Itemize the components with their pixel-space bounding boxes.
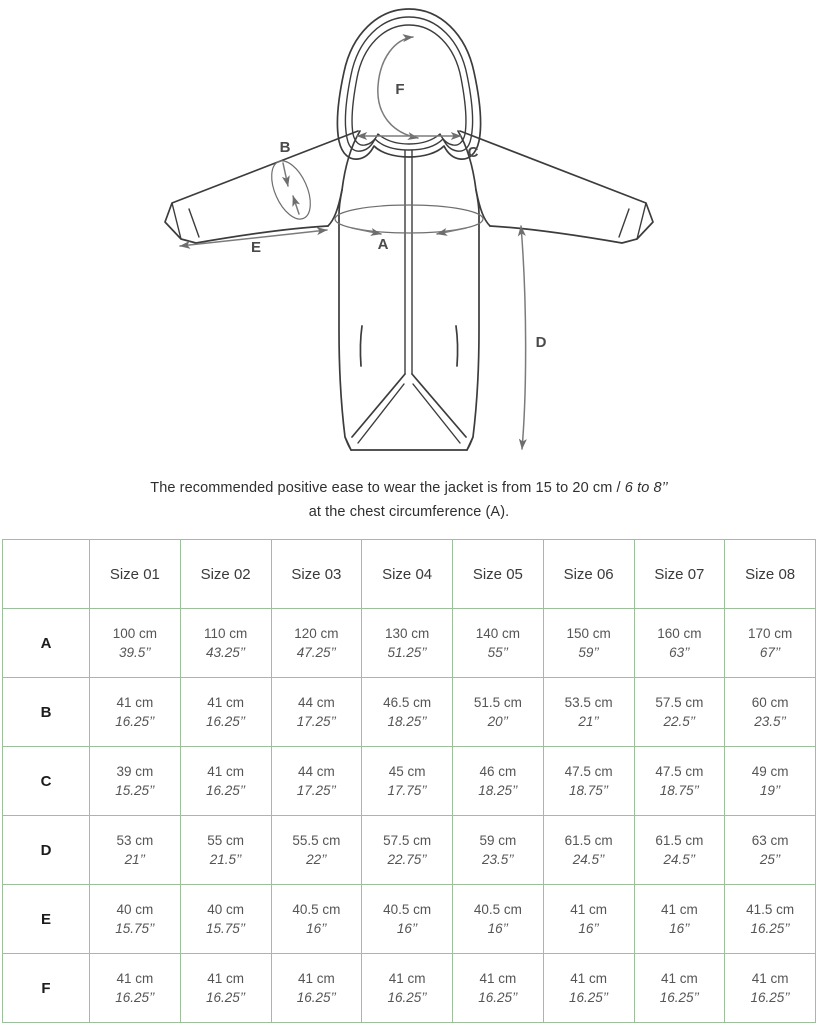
value-cm: 44 cm	[297, 695, 335, 710]
cell-c-size-06	[543, 747, 634, 816]
caption-line-1-italic: 6 to 8’’	[624, 480, 668, 496]
value-inch: 55’’	[487, 645, 509, 660]
value-inch: 16.25’’	[659, 990, 700, 1005]
value-cm: 45 cm	[388, 764, 426, 779]
value-inch: 24.5’’	[663, 852, 696, 867]
cell-b-size-05	[453, 678, 544, 747]
value-cm: 120 cm	[294, 626, 339, 641]
dim-label-c: C	[467, 144, 479, 161]
upper-arm-circumference-ellipse	[264, 155, 318, 225]
cell-c-size-07	[634, 747, 725, 816]
cell-b-size-04	[362, 678, 453, 747]
cell-c-size-05	[453, 747, 544, 816]
cell-e-size-05	[453, 885, 544, 954]
row-label-f: F	[3, 954, 90, 1023]
value-inch: 18.25’’	[387, 714, 427, 729]
value-cm: 46 cm	[479, 764, 517, 779]
value-cm: 40 cm	[116, 902, 154, 917]
value-cm: 41 cm	[388, 971, 426, 986]
row-label-b: B	[3, 678, 90, 747]
cell-c-size-04	[362, 747, 453, 816]
left-sleeve-outline	[165, 131, 358, 243]
value-inch: 24.5’’	[572, 852, 605, 867]
body-right-side-outline	[458, 131, 479, 450]
value-inch: 22.5’’	[663, 714, 696, 729]
value-cm: 41 cm	[570, 902, 607, 917]
value-inch: 18.75’’	[568, 783, 609, 798]
dim-label-a: A	[377, 236, 389, 253]
value-cm: 130 cm	[384, 626, 430, 641]
value-inch: 16.25’’	[750, 990, 790, 1005]
cell-c-size-08	[725, 747, 816, 816]
cell-e-size-06	[543, 885, 634, 954]
column-header-size-07: Size 07	[634, 540, 725, 609]
row-label-a: A	[3, 609, 90, 678]
value-inch: 16.25’’	[387, 990, 427, 1005]
cell-e-size-08	[725, 885, 816, 954]
front-vent-left-seam	[352, 374, 405, 437]
value-inch: 59’’	[578, 645, 599, 660]
column-header-size-06: Size 06	[543, 540, 634, 609]
value-cm: 40.5 cm	[292, 902, 341, 917]
dim-label-f: F	[395, 81, 405, 98]
cell-f-size-08	[725, 954, 816, 1023]
value-cm: 41 cm	[116, 695, 154, 710]
value-cm: 41 cm	[207, 764, 244, 779]
cell-e-size-07	[634, 885, 725, 954]
chest-measure-arrow-left	[352, 228, 381, 234]
column-header-size-03: Size 03	[271, 540, 362, 609]
cell-d-size-08	[725, 816, 816, 885]
hem-left-curve	[345, 437, 351, 450]
chest-measure-arrow-right	[437, 228, 466, 234]
value-inch: 16.25’’	[115, 990, 155, 1005]
dim-label-d: D	[535, 334, 547, 351]
cell-e-size-02	[180, 885, 271, 954]
value-cm: 40.5 cm	[473, 902, 522, 917]
value-inch: 22’’	[306, 852, 327, 867]
row-label-c: C	[3, 747, 90, 816]
value-cm: 41 cm	[479, 971, 517, 986]
cell-d-size-01	[90, 816, 181, 885]
front-vent-left-inner	[358, 384, 404, 443]
value-cm: 59 cm	[479, 833, 517, 848]
value-inch: 17.25’’	[296, 714, 337, 729]
value-inch: 19’’	[759, 783, 781, 798]
cell-a-size-04	[362, 609, 453, 678]
value-inch: 39.5’’	[118, 645, 151, 660]
table-header-row	[3, 540, 816, 609]
value-inch: 23.5’’	[481, 852, 514, 867]
cell-b-size-01	[90, 678, 181, 747]
value-inch: 18.75’’	[659, 783, 700, 798]
column-header-size-05: Size 05	[453, 540, 544, 609]
value-inch: 16.25’’	[478, 990, 518, 1005]
value-cm: 49 cm	[751, 764, 789, 779]
dim-label-b: B	[279, 139, 291, 156]
cell-d-size-02	[180, 816, 271, 885]
value-cm: 160 cm	[657, 626, 702, 641]
jacket-measurement-diagram	[0, 0, 818, 470]
value-inch: 17.75’’	[387, 783, 427, 798]
cell-c-size-01	[90, 747, 181, 816]
column-header-size-08: Size 08	[725, 540, 816, 609]
cell-c-size-02	[180, 747, 271, 816]
value-inch: 16.25’’	[568, 990, 609, 1005]
right-cuff-line	[619, 209, 629, 237]
left-cuff-line	[189, 209, 199, 237]
value-cm: 44 cm	[297, 764, 335, 779]
value-cm: 55.5 cm	[292, 833, 341, 848]
cell-f-size-01	[90, 954, 181, 1023]
cell-b-size-07	[634, 678, 725, 747]
cell-e-size-01	[90, 885, 181, 954]
value-cm: 61.5 cm	[655, 833, 704, 848]
value-cm: 41 cm	[751, 971, 789, 986]
table-row	[3, 816, 816, 885]
value-cm: 41 cm	[116, 971, 154, 986]
size-table-body	[3, 609, 816, 1023]
cell-f-size-06	[543, 954, 634, 1023]
value-cm: 40 cm	[207, 902, 244, 917]
pocket-welt-right	[456, 326, 458, 366]
value-cm: 170 cm	[747, 626, 793, 641]
value-inch: 22.75’’	[387, 852, 427, 867]
value-inch: 16’’	[396, 921, 418, 936]
value-inch: 15.75’’	[205, 921, 246, 936]
hood-inner-opening	[352, 25, 466, 145]
table-row	[3, 747, 816, 816]
cell-d-size-07	[634, 816, 725, 885]
cell-a-size-08	[725, 609, 816, 678]
value-cm: 51.5 cm	[473, 695, 522, 710]
value-inch: 16.25’’	[750, 921, 790, 936]
cell-a-size-06	[543, 609, 634, 678]
front-vent-right-seam	[412, 374, 466, 437]
cell-c-size-03	[271, 747, 362, 816]
cell-d-size-05	[453, 816, 544, 885]
cell-a-size-05	[453, 609, 544, 678]
value-cm: 41 cm	[660, 902, 698, 917]
cell-a-size-03	[271, 609, 362, 678]
value-inch: 21’’	[124, 852, 146, 867]
row-label-e: E	[3, 885, 90, 954]
value-cm: 55 cm	[207, 833, 244, 848]
value-inch: 16.25’’	[296, 990, 337, 1005]
value-inch: 63’’	[669, 645, 690, 660]
upper-arm-arrow-down	[283, 163, 288, 186]
value-inch: 16’’	[487, 921, 509, 936]
value-inch: 43.25’’	[205, 645, 246, 660]
value-cm: 60 cm	[751, 695, 789, 710]
cell-d-size-06	[543, 816, 634, 885]
value-cm: 57.5 cm	[383, 833, 432, 848]
caption-line-2: at the chest circumference (A).	[308, 504, 510, 520]
value-inch: 18.25’’	[478, 783, 518, 798]
value-cm: 41 cm	[207, 971, 244, 986]
value-cm: 53 cm	[116, 833, 154, 848]
pocket-welt-left	[360, 326, 362, 366]
value-inch: 16.25’’	[205, 783, 246, 798]
value-cm: 150 cm	[566, 626, 611, 641]
value-cm: 41 cm	[660, 971, 698, 986]
column-header-size-04: Size 04	[362, 540, 453, 609]
value-cm: 41 cm	[297, 971, 335, 986]
cell-e-size-04	[362, 885, 453, 954]
cell-b-size-03	[271, 678, 362, 747]
body-length-arrow-d	[521, 226, 526, 449]
size-measurement-table	[2, 539, 816, 1023]
value-inch: 15.25’’	[115, 783, 155, 798]
value-inch: 20’’	[487, 714, 509, 729]
value-cm: 53.5 cm	[564, 695, 613, 710]
value-cm: 63 cm	[751, 833, 789, 848]
value-inch: 16.25’’	[205, 990, 246, 1005]
value-cm: 47.5 cm	[655, 764, 704, 779]
value-inch: 67’’	[759, 645, 781, 660]
right-sleeve-outline	[460, 131, 653, 243]
front-vent-right-inner	[413, 384, 460, 443]
table-corner-cell	[3, 540, 90, 609]
cell-a-size-02	[180, 609, 271, 678]
cell-d-size-04	[362, 816, 453, 885]
value-cm: 140 cm	[475, 626, 521, 641]
value-cm: 41 cm	[207, 695, 244, 710]
size-table-container	[2, 539, 816, 1023]
value-inch: 15.75’’	[115, 921, 155, 936]
dim-label-e: E	[250, 239, 262, 256]
cell-e-size-03	[271, 885, 362, 954]
table-row	[3, 885, 816, 954]
cell-b-size-02	[180, 678, 271, 747]
cell-b-size-06	[543, 678, 634, 747]
value-cm: 47.5 cm	[564, 764, 613, 779]
value-inch: 21’’	[578, 714, 599, 729]
value-inch: 23.5’’	[754, 714, 787, 729]
column-header-size-01: Size 01	[90, 540, 181, 609]
value-cm: 46.5 cm	[383, 695, 432, 710]
column-header-size-02: Size 02	[180, 540, 271, 609]
table-row	[3, 678, 816, 747]
value-cm: 41.5 cm	[746, 902, 795, 917]
value-inch: 51.25’’	[387, 645, 427, 660]
ease-recommendation-caption	[0, 476, 818, 524]
cell-f-size-05	[453, 954, 544, 1023]
cell-b-size-08	[725, 678, 816, 747]
caption-line-1-text: The recommended positive ease to wear the jacket is from 15 to 20 cm /	[150, 480, 625, 496]
cell-f-size-03	[271, 954, 362, 1023]
value-cm: 110 cm	[203, 626, 248, 641]
value-inch: 47.25’’	[296, 645, 337, 660]
cell-f-size-02	[180, 954, 271, 1023]
caption-line-1	[0, 476, 818, 500]
value-inch: 16.25’’	[115, 714, 155, 729]
value-inch: 16’’	[578, 921, 599, 936]
value-cm: 39 cm	[116, 764, 154, 779]
cell-d-size-03	[271, 816, 362, 885]
body-left-side-outline	[339, 131, 360, 450]
cell-a-size-01	[90, 609, 181, 678]
hem-right-curve	[467, 437, 473, 450]
value-inch: 25’’	[759, 852, 781, 867]
row-label-d: D	[3, 816, 90, 885]
value-cm: 100 cm	[112, 626, 158, 641]
value-inch: 16’’	[306, 921, 327, 936]
table-row	[3, 609, 816, 678]
value-cm: 41 cm	[570, 971, 607, 986]
value-cm: 61.5 cm	[564, 833, 613, 848]
value-inch: 21.5’’	[209, 852, 242, 867]
value-cm: 57.5 cm	[655, 695, 704, 710]
cell-f-size-07	[634, 954, 725, 1023]
table-row	[3, 954, 816, 1023]
value-inch: 17.25’’	[296, 783, 337, 798]
value-cm: 40.5 cm	[383, 902, 432, 917]
value-inch: 16.25’’	[205, 714, 246, 729]
size-table-head	[3, 540, 816, 609]
cell-f-size-04	[362, 954, 453, 1023]
upper-arm-arrow-up	[293, 196, 299, 214]
value-inch: 16’’	[669, 921, 690, 936]
cell-a-size-07	[634, 609, 725, 678]
